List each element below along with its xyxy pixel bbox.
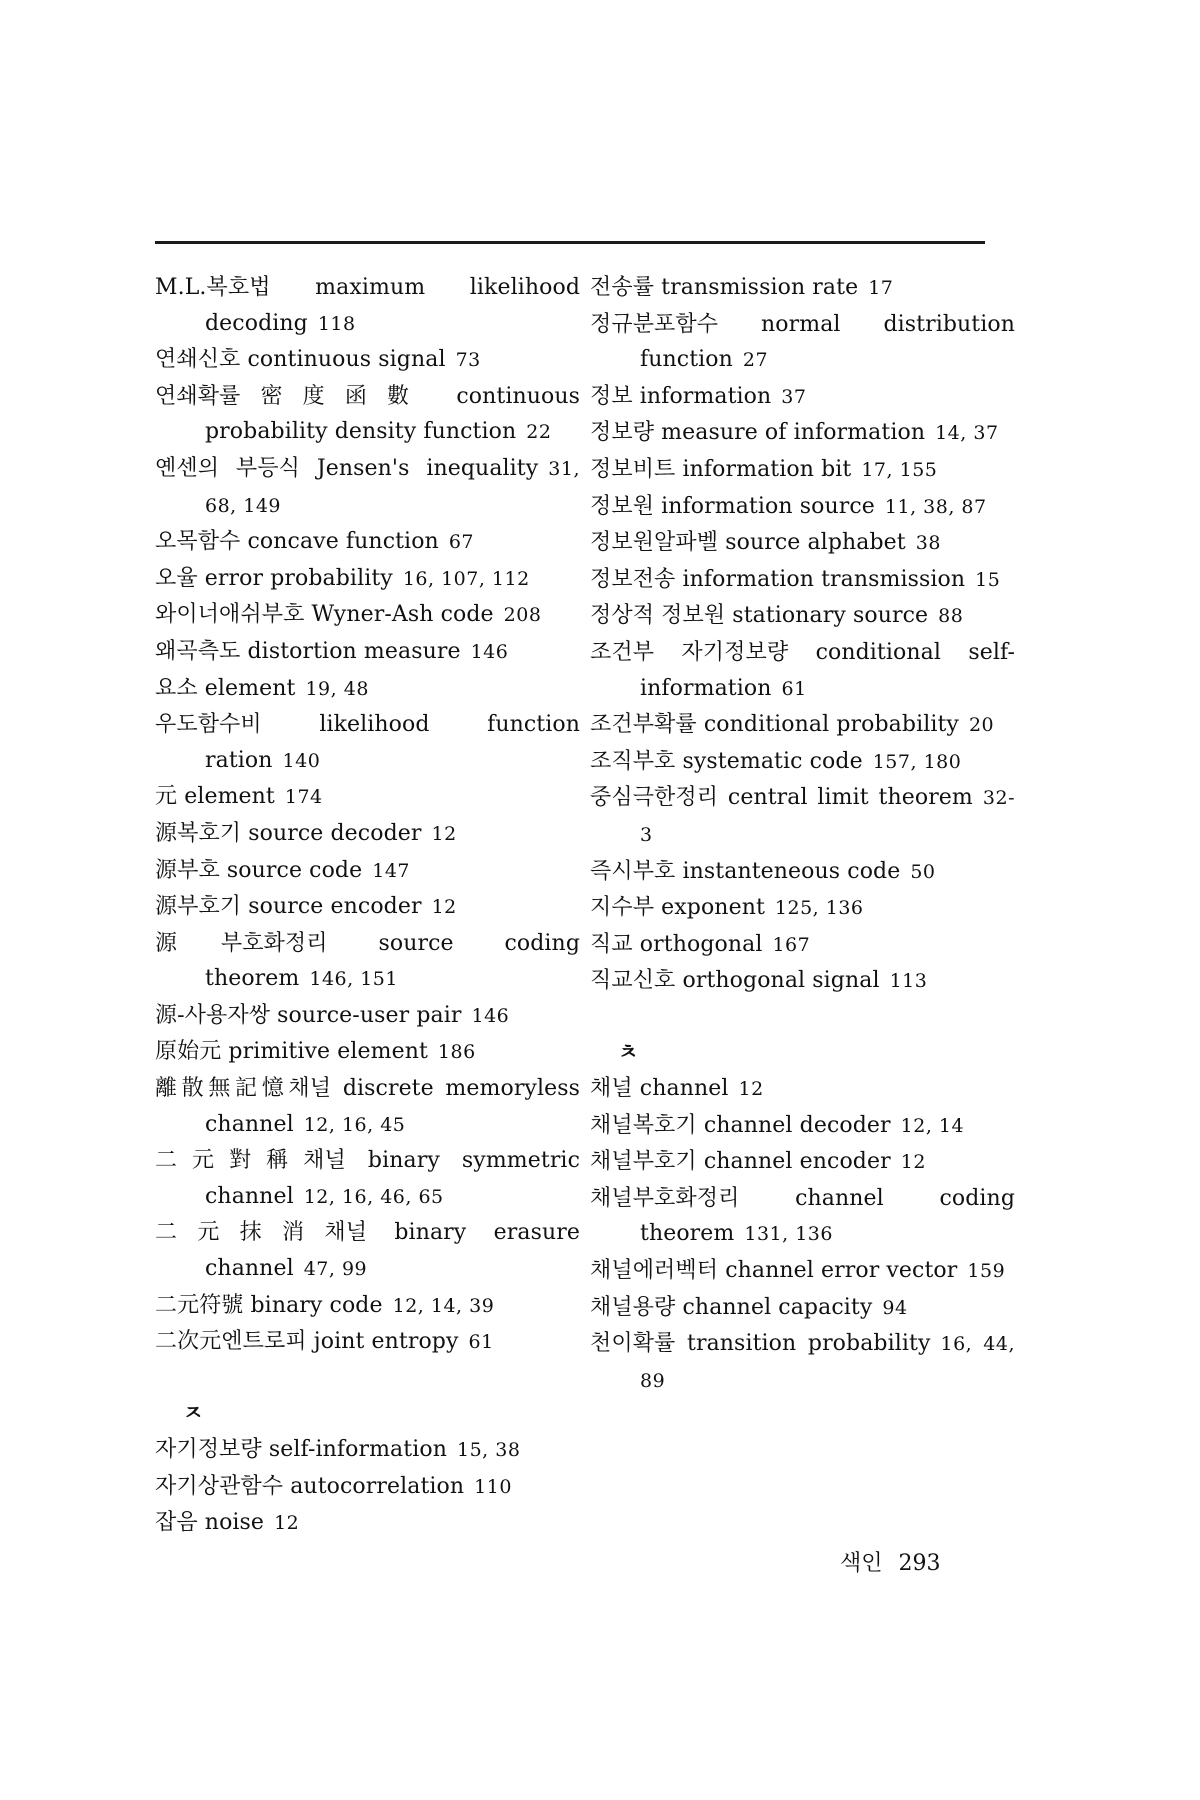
index-entry: 연쇄신호 continuous signal 73 [155, 347, 481, 373]
index-entry: 채널에러벡터 channel error vector 159 [590, 1258, 1006, 1284]
index-entry: 채널용량 channel capacity 94 [590, 1294, 908, 1320]
index-entry: 정보량 measure of information 14, 37 [590, 420, 999, 446]
index-entry: 源복호기 source decoder 12 [155, 820, 457, 846]
index-entry: 채널 channel 12 [590, 1076, 764, 1102]
index-entry: 정보 information 37 [590, 383, 807, 409]
index-entry: 정보원알파벨 source alphabet 38 [590, 530, 941, 556]
index-entry: 조직부호 systematic code 157, 180 [590, 748, 962, 774]
index-entry: 二元符號 binary code 12, 14, 39 [155, 1292, 495, 1318]
index-entry: 채널부호화정리 channel coding theorem 131, 136 [590, 1185, 1015, 1247]
index-entry: 오율 error probability 16, 107, 112 [155, 565, 530, 591]
index-entry: 오목함수 concave function 67 [155, 529, 474, 555]
index-entry: 자기상관함수 autocorrelation 110 [155, 1473, 512, 1499]
index-column-right [590, 270, 1015, 1399]
index-entry: 채널부호기 channel encoder 12 [590, 1149, 926, 1175]
index-entry: 잡음 noise 12 [155, 1510, 300, 1536]
index-entry: 천이확률 transition probability 16, 44, 89 [590, 1331, 1015, 1392]
index-entry: 중심극한정리 central limit theorem 32-3 [590, 785, 1015, 846]
index-entry: 채널복호기 channel decoder 12, 14 [590, 1112, 965, 1138]
index-entry: 二元抹消채널 binary erasure channel 47, 99 [155, 1220, 580, 1282]
index-entry: 조건부 자기정보량 conditional self-information 61 [590, 639, 1015, 701]
index-entry: 우도함수비 likelihood function ration 140 [155, 712, 580, 773]
section-heading: ㅈ [183, 1401, 204, 1426]
index-entry: 源-사용자쌍 source-user pair 146 [155, 1002, 510, 1028]
index-entry: 源부호기 source encoder 12 [155, 894, 457, 920]
section-gap [590, 1000, 1015, 1036]
index-entry: 자기정보량 self-information 15, 38 [155, 1437, 521, 1462]
page-footer [840, 1546, 941, 1577]
index-entry: 정규분포함수 normal distribution function 27 [590, 311, 1015, 373]
index-label: 색인 [840, 1551, 883, 1576]
index-entry: 지수부 exponent 125, 136 [590, 895, 864, 921]
index-entry: 옌센의 부등식 Jensen's inequality 31, 68, 149 [155, 455, 580, 517]
index-entry: 연쇄확률密度函數 continuous probability density function 22 [155, 383, 580, 445]
index-entry: 직교신호 orthogonal signal 113 [590, 968, 928, 994]
index-entry: 原始元 primitive element 186 [155, 1039, 476, 1065]
index-entry: 二次元엔트로피 joint entropy 61 [155, 1329, 494, 1355]
index-entry: 元 element 174 [155, 784, 323, 810]
index-entry: 源부호 source code 147 [155, 857, 410, 883]
index-entry: 조건부확률 conditional probability 20 [590, 712, 995, 738]
index-entry: 왜곡측도 distortion measure 146 [155, 638, 509, 664]
index-entry: 정보전송 information transmission 15 [590, 566, 1001, 592]
top-rule [155, 241, 985, 244]
index-entry: 정보비트 information bit 17, 155 [590, 456, 938, 482]
index-column-left [155, 270, 580, 1542]
index-entry: 와이너애쉬부호 Wyner-Ash code 208 [155, 602, 542, 628]
index-entry: 요소 element 19, 48 [155, 675, 369, 701]
index-entry: 즉시부호 instanteneous code 50 [590, 858, 936, 884]
index-entry: 정보원 information source 11, 38, 87 [590, 493, 987, 519]
index-entry: 源부호화정리 source coding theorem 146, 151 [155, 930, 580, 992]
index-entry: M.L.복호법 maximum likelihood decoding 118 [155, 275, 580, 336]
index-entry: 정상적 정보원 stationary source 88 [590, 603, 964, 629]
section-gap [155, 1361, 580, 1397]
index-entry: 離散無記憶채널 discrete memoryless channel 12, 16, 45 [155, 1076, 580, 1137]
page-number: 293 [898, 1551, 941, 1576]
section-heading: ㅊ [618, 1040, 639, 1065]
index-entry: 직교 orthogonal 167 [590, 931, 811, 957]
index-entry: 二元對稱채널 binary symmetric channel 12, 16, 46, 65 [155, 1148, 580, 1209]
index-entry: 전송률 transmission rate 17 [590, 275, 894, 300]
